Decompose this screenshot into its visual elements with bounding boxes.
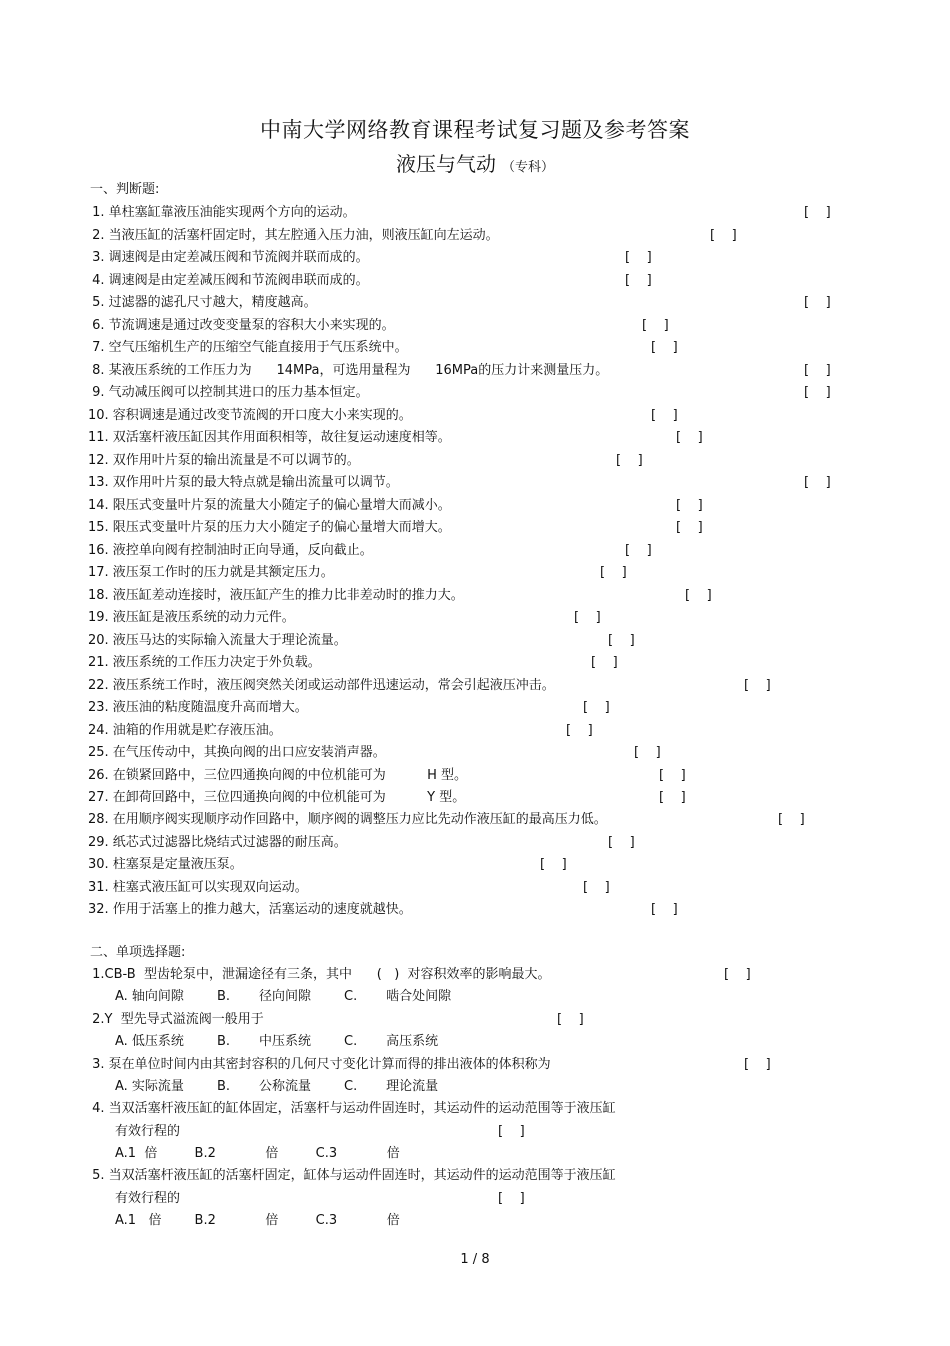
question-text: 5. 当双活塞杆液压缸的活塞杆固定，缸体与运动件固连时，其运动件的运动范围等于液压缸 (88, 1168, 616, 1183)
choice-options: A.1 倍 B.2 倍 C.3 倍 (115, 1146, 400, 1161)
question-item (0, 474, 950, 492)
answer-bracket: [ ] (651, 408, 678, 423)
subtitle-note: （专科） (501, 160, 554, 175)
document-title: 中南大学网络教育课程考试复习题及参考答案 (260, 118, 690, 142)
answer-bracket: [ ] (634, 745, 661, 760)
subtitle-main: 液压与气动 (395, 152, 496, 176)
question-text: 30. 柱塞泵是定量液压泵。 (88, 857, 243, 872)
answer-bracket: [ ] (583, 700, 610, 715)
question-text: 8. 某液压系统的工作压力为 14MPa，可选用量程为 16MPa的压力计来测量压力。 (88, 363, 609, 378)
choice-question (0, 966, 950, 984)
question-text: 27. 在卸荷回路中，三位四通换向阀的中位机能可为 Y 型。 (88, 790, 466, 805)
question-item (0, 767, 950, 785)
page-number: 1 / 8 (460, 1252, 490, 1267)
answer-bracket: [ ] (608, 633, 635, 648)
question-text: 5. 过滤器的滤孔尺寸越大，精度越高。 (88, 295, 317, 310)
answer-bracket: [ ] (685, 588, 712, 603)
question-text: 32. 作用于活塞上的推力越大，活塞运动的速度就越快。 (88, 902, 412, 917)
choice-question-continued (0, 1190, 950, 1208)
question-item (0, 744, 950, 762)
question-text: 1. 单柱塞缸靠液压油能实现两个方向的运动。 (88, 205, 356, 220)
question-item (0, 542, 950, 560)
choice-options: A. 低压系统 B. 中压系统 C. 高压系统 (115, 1034, 439, 1049)
question-item (0, 294, 950, 312)
question-item (0, 632, 950, 650)
answer-bracket: [ ] (625, 250, 652, 265)
question-text: 2. 当液压缸的活塞杆固定时，其左腔通入压力油，则液压缸向左运动。 (88, 228, 499, 243)
question-item (0, 901, 950, 919)
answer-bracket: [ ] (574, 610, 601, 625)
answer-bracket: [ ] (804, 385, 831, 400)
question-item (0, 227, 950, 245)
question-item (0, 834, 950, 852)
question-item (0, 384, 950, 402)
question-text: 3. 泵在单位时间内由其密封容积的几何尺寸变化计算而得的排出液体的体积称为 (88, 1057, 551, 1072)
answer-bracket: [ ] (651, 902, 678, 917)
question-item (0, 339, 950, 357)
question-item (0, 519, 950, 537)
question-text: 7. 空气压缩机生产的压缩空气能直接用于气压系统中。 (88, 340, 408, 355)
question-text: 9. 气动减压阀可以控制其进口的压力基本恒定。 (88, 385, 369, 400)
answer-bracket: [ ] (557, 1012, 584, 1027)
answer-bracket: [ ] (724, 967, 751, 982)
question-text: 24. 油箱的作用就是贮存液压油。 (88, 723, 282, 738)
question-item (0, 497, 950, 515)
question-text: 15. 限压式变量叶片泵的压力大小随定子的偏心量增大而增大。 (88, 520, 451, 535)
answer-bracket: [ ] (744, 1057, 771, 1072)
answer-bracket: [ ] (659, 790, 686, 805)
question-item (0, 564, 950, 582)
choice-question (0, 1011, 950, 1029)
answer-bracket: [ ] (498, 1124, 525, 1139)
document-subtitle (0, 150, 950, 182)
question-text: 16. 液控单向阀有控制油时正向导通，反向截止。 (88, 543, 373, 558)
answer-bracket: [ ] (676, 520, 703, 535)
question-text: 23. 液压油的粘度随温度升高而增大。 (88, 700, 308, 715)
question-text: 29. 纸芯式过滤器比烧结式过滤器的耐压高。 (88, 835, 347, 850)
answer-bracket: [ ] (625, 273, 652, 288)
question-text: 11. 双活塞杆液压缸因其作用面积相等，故往复运动速度相等。 (88, 430, 451, 445)
choice-options: A. 轴向间隙 B. 径向间隙 C. 啮合处间隙 (115, 989, 452, 1004)
question-item (0, 249, 950, 267)
question-item (0, 204, 950, 222)
question-item (0, 429, 950, 447)
question-text: 21. 液压系统的工作压力决定于外负载。 (88, 655, 321, 670)
answer-bracket: [ ] (676, 430, 703, 445)
question-text: 10. 容积调速是通过改变节流阀的开口度大小来实现的。 (88, 408, 412, 423)
answer-bracket: [ ] (625, 543, 652, 558)
question-text: 26. 在锁紧回路中，三位四通换向阀的中位机能可为 H 型。 (88, 768, 468, 783)
question-text: 14. 限压式变量叶片泵的流量大小随定子的偏心量增大而减小。 (88, 498, 451, 513)
answer-bracket: [ ] (600, 565, 627, 580)
question-item (0, 789, 950, 807)
question-text: 25. 在气压传动中，其换向阀的出口应安装消声器。 (88, 745, 386, 760)
choice-options: A. 实际流量 B. 公称流量 C. 理论流量 (115, 1079, 439, 1094)
question-item (0, 272, 950, 290)
answer-bracket: [ ] (566, 723, 593, 738)
answer-bracket: [ ] (744, 678, 771, 693)
answer-bracket: [ ] (616, 453, 643, 468)
question-item (0, 856, 950, 874)
question-item (0, 452, 950, 470)
question-item (0, 699, 950, 717)
question-item (0, 811, 950, 829)
answer-bracket: [ ] (540, 857, 567, 872)
choice-question (0, 1167, 950, 1185)
question-item (0, 362, 950, 380)
question-item (0, 722, 950, 740)
question-text: 28. 在用顺序阀实现顺序动作回路中，顺序阀的调整压力应比先动作液压缸的最高压力低。 (88, 812, 607, 827)
question-text: 12. 双作用叶片泵的输出流量是不可以调节的。 (88, 453, 360, 468)
answer-bracket: [ ] (778, 812, 805, 827)
section1-heading: 一、判断题: (90, 182, 160, 197)
question-text: 31. 柱塞式液压缸可以实现双向运动。 (88, 880, 308, 895)
question-item (0, 654, 950, 672)
choice-question-continued (0, 1123, 950, 1141)
question-item (0, 587, 950, 605)
answer-bracket: [ ] (804, 363, 831, 378)
answer-bracket: [ ] (608, 835, 635, 850)
question-text: 17. 液压泵工作时的压力就是其额定压力。 (88, 565, 334, 580)
question-text: 6. 节流调速是通过改变变量泵的容积大小来实现的。 (88, 318, 395, 333)
answer-bracket: [ ] (651, 340, 678, 355)
question-text: 22. 液压系统工作时，液压阀突然关闭或运动部件迅速运动，常会引起液压冲击。 (88, 678, 555, 693)
section2-heading: 二、单项选择题: (90, 945, 186, 960)
answer-bracket: [ ] (498, 1191, 525, 1206)
question-text: 13. 双作用叶片泵的最大特点就是输出流量可以调节。 (88, 475, 399, 490)
choice-question (0, 1100, 950, 1118)
answer-bracket: [ ] (659, 768, 686, 783)
question-item (0, 609, 950, 627)
question-text: 4. 调速阀是由定差减压阀和节流阀串联而成的。 (88, 273, 369, 288)
answer-bracket: [ ] (676, 498, 703, 513)
question-text: 有效行程的 (115, 1191, 181, 1206)
question-text: 20. 液压马达的实际输入流量大于理论流量。 (88, 633, 347, 648)
question-text: 1.CB-B 型齿轮泵中，泄漏途径有三条，其中 ( ) 对容积效率的影响最大。 (88, 967, 551, 982)
question-text: 19. 液压缸是液压系统的动力元件。 (88, 610, 295, 625)
question-text: 2.Y 型先导式溢流阀一般用于 (88, 1012, 264, 1027)
answer-bracket: [ ] (583, 880, 610, 895)
answer-bracket: [ ] (591, 655, 618, 670)
question-text: 3. 调速阀是由定差减压阀和节流阀并联而成的。 (88, 250, 369, 265)
choice-options: A.1 倍 B.2 倍 C.3 倍 (115, 1213, 400, 1228)
question-item (0, 317, 950, 335)
answer-bracket: [ ] (804, 205, 831, 220)
answer-bracket: [ ] (710, 228, 737, 243)
question-text: 18. 液压缸差动连接时，液压缸产生的推力比非差动时的推力大。 (88, 588, 464, 603)
question-text: 有效行程的 (115, 1124, 181, 1139)
question-item (0, 407, 950, 425)
answer-bracket: [ ] (642, 318, 669, 333)
choice-question (0, 1056, 950, 1074)
question-text: 4. 当双活塞杆液压缸的缸体固定，活塞杆与运动件固连时，其运动件的运动范围等于液压缸 (88, 1101, 616, 1116)
answer-bracket: [ ] (804, 475, 831, 490)
answer-bracket: [ ] (804, 295, 831, 310)
question-item (0, 879, 950, 897)
question-item (0, 677, 950, 695)
